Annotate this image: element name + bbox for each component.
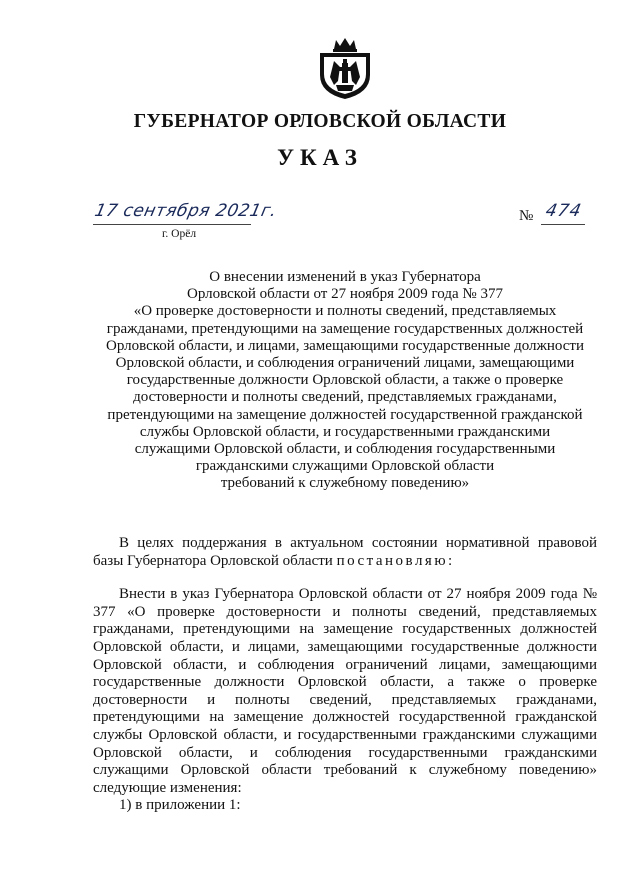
amendment-paragraph: Внести в указ Губернатора Орловской области от 27 ноября 2009 года № 377 «О проверке достоверности и полноты сведений, представляемых гражданами, претендующими на замещение государственных должностей Орловской области, и лицами, замещающими государственные должности Орловской области, и соблюдения ограничений лицами, замещающими государственные должности Орловской области, а также о проверке достоверности и полноты сведений, представляемых гражданами, претендующими на замещение должностей государственной гражданской службы Орловской области, и государственными гражданскими служащими Орловской области, и соблюдения государственными гражданскими служащими Орловской области требований к служебному поведению» следующие изменения: bbox=[93, 586, 597, 796]
subject-line: Орловской области, и лицами, замещающими государственные должности bbox=[106, 337, 584, 354]
list-item-1: 1) в приложении 1: bbox=[119, 797, 241, 814]
subject-line: достоверности и полноты сведений, представляемых гражданами, bbox=[133, 389, 557, 406]
signing-date: 17 сентября 2021г. bbox=[92, 201, 279, 221]
subject-line: О внесении изменений в указ Губернатора bbox=[209, 269, 481, 285]
subject-line: Орловской области от 27 ноября 2009 года № 377 bbox=[187, 286, 503, 303]
coat-of-arms-emblem bbox=[316, 37, 374, 101]
subject-line: претендующими на замещение должностей государственной гражданской bbox=[107, 406, 583, 423]
subject-line: гражданами, претендующими на замещение государственных должностей bbox=[106, 320, 584, 337]
decree-body bbox=[93, 535, 597, 815]
subject-line: гражданскими служащими Орловской области bbox=[195, 458, 495, 475]
subject-line: служащими Орловской области, и соблюдения государственными bbox=[134, 441, 556, 458]
issue-city: г. Орёл bbox=[162, 228, 197, 240]
subject-line: требований к служебному поведению» bbox=[220, 475, 470, 492]
preamble-text: В целях поддержания в актуальном состоянии нормативной правовой базы Губернатора Орловской области bbox=[93, 535, 597, 569]
document-number: 474 bbox=[543, 201, 584, 221]
subject-line: Орловской области, и соблюдения ограничений лицами, замещающими bbox=[115, 355, 575, 372]
decree-subject bbox=[95, 269, 595, 493]
preamble-paragraph bbox=[93, 535, 597, 570]
number-label: № bbox=[519, 208, 534, 224]
subject-line: службы Орловской области, и государственными гражданскими bbox=[139, 423, 551, 440]
authority-title: ГУБЕРНАТОР ОРЛОВСКОЙ ОБЛАСТИ bbox=[133, 111, 507, 132]
subject-line: государственные должности Орловской области, а также о проверке bbox=[126, 372, 564, 389]
preamble-colon: : bbox=[448, 552, 453, 569]
subject-line: «О проверке достоверности и полноты сведений, представляемых bbox=[133, 303, 557, 320]
document-type: УКАЗ bbox=[277, 145, 363, 170]
resolve-word: постановляю bbox=[336, 552, 449, 569]
date-underline bbox=[93, 224, 251, 225]
number-underline bbox=[541, 224, 585, 225]
